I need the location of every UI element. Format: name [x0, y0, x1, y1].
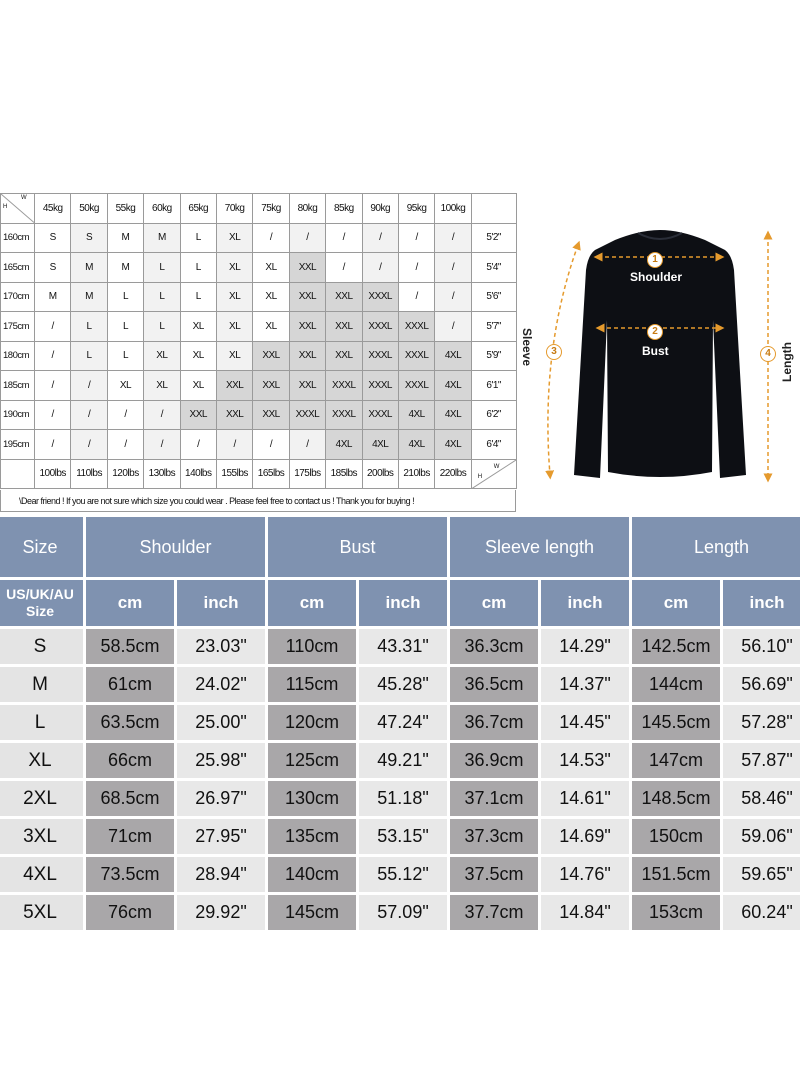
subheader-inch: inch	[359, 580, 447, 626]
grid-lbs-header: 100lbs	[35, 459, 71, 489]
grid-size-cell: /	[144, 430, 180, 460]
bust-in-cell: 51.18"	[359, 781, 447, 816]
grid-size-cell: /	[144, 400, 180, 430]
grid-size-cell: 4XL	[435, 341, 471, 371]
grid-size-cell: XL	[180, 312, 216, 342]
grid-size-cell: /	[71, 400, 107, 430]
grid-lbs-header: 210lbs	[398, 459, 434, 489]
shoulder-cm-cell: 66cm	[86, 743, 174, 778]
shoulder-cm-cell: 73.5cm	[86, 857, 174, 892]
grid-lbs-header: 165lbs	[253, 459, 289, 489]
shoulder-cm-cell: 68.5cm	[86, 781, 174, 816]
grid-size-cell: XXL	[326, 282, 362, 312]
grid-size-cell: M	[107, 253, 143, 283]
grid-size-cell: XXXL	[326, 371, 362, 401]
grid-size-cell: XXXL	[362, 282, 398, 312]
grid-size-cell: /	[216, 430, 252, 460]
size-label: S	[0, 629, 83, 664]
grid-size-cell: XL	[216, 312, 252, 342]
marker-2: 2	[647, 324, 663, 340]
bust-in-cell: 55.12"	[359, 857, 447, 892]
grid-size-cell: /	[71, 430, 107, 460]
grid-size-cell: /	[435, 223, 471, 253]
length-in-cell: 60.24"	[723, 895, 800, 930]
length-in-cell: 59.06"	[723, 819, 800, 854]
grid-size-cell: XXL	[253, 341, 289, 371]
subheader-size: US/UK/AU Size	[0, 580, 83, 626]
grid-size-cell: XXL	[180, 400, 216, 430]
size-row	[0, 629, 800, 664]
grid-size-cell: /	[326, 223, 362, 253]
grid-corner	[1, 194, 35, 224]
grid-size-cell: XXXL	[362, 312, 398, 342]
grid-kg-header: 85kg	[326, 194, 362, 224]
grid-size-cell: /	[35, 371, 71, 401]
grid-size-cell: XXL	[326, 312, 362, 342]
size-row	[0, 819, 800, 854]
shoulder-in-cell: 27.95"	[177, 819, 265, 854]
grid-size-cell: /	[398, 223, 434, 253]
grid-size-cell: XXL	[253, 400, 289, 430]
shoulder-in-cell: 23.03"	[177, 629, 265, 664]
bust-in-cell: 49.21"	[359, 743, 447, 778]
grid-kg-header: 50kg	[71, 194, 107, 224]
length-cm-cell: 151.5cm	[632, 857, 720, 892]
grid-lbs-header: 120lbs	[107, 459, 143, 489]
size-label: L	[0, 705, 83, 740]
grid-row	[1, 400, 517, 430]
grid-height-cm: 170cm	[1, 282, 35, 312]
grid-size-cell: /	[326, 253, 362, 283]
grid-header-row	[1, 194, 517, 224]
header-length: Length	[632, 517, 800, 577]
bust-label: Bust	[642, 344, 669, 358]
grid-size-cell: S	[35, 223, 71, 253]
grid-size-cell: XXL	[253, 371, 289, 401]
grid-lbs-header: 185lbs	[326, 459, 362, 489]
grid-size-cell: XXL	[216, 371, 252, 401]
grid-height-ft: 5'4"	[471, 253, 516, 283]
grid-size-cell: L	[144, 282, 180, 312]
grid-corner-h: H	[477, 473, 482, 480]
grid-size-cell: XL	[216, 223, 252, 253]
grid-size-cell: XL	[144, 341, 180, 371]
sleeve-cm-cell: 37.5cm	[450, 857, 538, 892]
bust-cm-cell: 120cm	[268, 705, 356, 740]
subheader-cm: cm	[86, 580, 174, 626]
bust-cm-cell: 135cm	[268, 819, 356, 854]
bust-in-cell: 53.15"	[359, 819, 447, 854]
grid-size-cell: /	[71, 371, 107, 401]
sleeve-cm-cell: 36.5cm	[450, 667, 538, 702]
sleeve-in-cell: 14.53"	[541, 743, 629, 778]
grid-kg-header: 95kg	[398, 194, 434, 224]
grid-row	[1, 430, 517, 460]
grid-height-ft: 5'7"	[471, 312, 516, 342]
grid-size-cell: M	[71, 282, 107, 312]
grid-size-cell: L	[71, 341, 107, 371]
grid-corner-w: W	[493, 463, 499, 470]
length-label: Length	[780, 342, 794, 382]
header-bust: Bust	[268, 517, 447, 577]
grid-kg-header: 65kg	[180, 194, 216, 224]
grid-row	[1, 282, 517, 312]
grid-kg-header: 90kg	[362, 194, 398, 224]
grid-row	[1, 341, 517, 371]
subheader-cm: cm	[268, 580, 356, 626]
length-in-cell: 56.10"	[723, 629, 800, 664]
grid-lbs-header: 220lbs	[435, 459, 471, 489]
grid-corner-bottom	[471, 459, 516, 489]
grid-size-cell: XL	[253, 282, 289, 312]
grid-size-cell: M	[144, 223, 180, 253]
grid-size-cell: /	[107, 430, 143, 460]
shoulder-in-cell: 24.02"	[177, 667, 265, 702]
grid-height-cm: 190cm	[1, 400, 35, 430]
grid-height-cm: 180cm	[1, 341, 35, 371]
grid-size-cell: L	[180, 253, 216, 283]
size-label: XL	[0, 743, 83, 778]
length-cm-cell: 142.5cm	[632, 629, 720, 664]
bust-in-cell: 43.31"	[359, 629, 447, 664]
grid-size-cell: XXXL	[326, 400, 362, 430]
size-label: 4XL	[0, 857, 83, 892]
grid-size-cell: L	[144, 253, 180, 283]
grid-size-cell: S	[35, 253, 71, 283]
grid-size-cell: L	[107, 312, 143, 342]
length-in-cell: 56.69"	[723, 667, 800, 702]
grid-size-cell: /	[289, 430, 325, 460]
shoulder-cm-cell: 76cm	[86, 895, 174, 930]
subheader-inch: inch	[177, 580, 265, 626]
marker-4: 4	[760, 346, 776, 362]
grid-size-cell: /	[289, 223, 325, 253]
grid-height-ft: 5'9"	[471, 341, 516, 371]
grid-size-cell: XL	[216, 341, 252, 371]
grid-size-cell: XXXL	[398, 341, 434, 371]
grid-height-ft: 6'2"	[471, 400, 516, 430]
sleeve-in-cell: 14.76"	[541, 857, 629, 892]
grid-size-cell: XXXL	[362, 341, 398, 371]
grid-size-cell: XXXL	[398, 371, 434, 401]
bust-cm-cell: 130cm	[268, 781, 356, 816]
grid-lbs-header: 200lbs	[362, 459, 398, 489]
grid-corner-h: H	[3, 204, 7, 210]
size-chart-table	[0, 514, 800, 933]
grid-size-cell: M	[35, 282, 71, 312]
grid-height-ft: 5'2"	[471, 223, 516, 253]
grid-kg-header: 45kg	[35, 194, 71, 224]
grid-lbs-header: 175lbs	[289, 459, 325, 489]
grid-size-cell: XXXL	[289, 400, 325, 430]
grid-size-cell: XXXL	[398, 312, 434, 342]
grid-size-cell: /	[253, 223, 289, 253]
grid-size-cell: /	[180, 430, 216, 460]
size-label: 3XL	[0, 819, 83, 854]
bust-cm-cell: 115cm	[268, 667, 356, 702]
grid-row	[1, 312, 517, 342]
grid-size-cell: /	[107, 400, 143, 430]
grid-size-cell: XXL	[216, 400, 252, 430]
size-row	[0, 857, 800, 892]
size-row	[0, 667, 800, 702]
grid-size-cell: L	[180, 223, 216, 253]
length-in-cell: 57.28"	[723, 705, 800, 740]
length-cm-cell: 150cm	[632, 819, 720, 854]
header-sleeve: Sleeve length	[450, 517, 629, 577]
grid-size-cell: XXXL	[362, 371, 398, 401]
grid-kg-header: 80kg	[289, 194, 325, 224]
grid-size-cell: L	[71, 312, 107, 342]
length-in-cell: 59.65"	[723, 857, 800, 892]
grid-size-cell: XL	[216, 282, 252, 312]
grid-size-cell: L	[107, 282, 143, 312]
sleeve-cm-cell: 36.7cm	[450, 705, 538, 740]
sleeve-cm-cell: 37.7cm	[450, 895, 538, 930]
sleeve-in-cell: 14.61"	[541, 781, 629, 816]
bust-cm-cell: 145cm	[268, 895, 356, 930]
grid-kg-header: 70kg	[216, 194, 252, 224]
grid-size-cell: /	[435, 312, 471, 342]
bust-in-cell: 45.28"	[359, 667, 447, 702]
weight-height-grid	[0, 193, 516, 513]
shoulder-in-cell: 25.00"	[177, 705, 265, 740]
grid-row	[1, 223, 517, 253]
grid-size-cell: /	[253, 430, 289, 460]
grid-size-cell: 4XL	[326, 430, 362, 460]
size-row	[0, 781, 800, 816]
grid-kg-header: 100kg	[435, 194, 471, 224]
bust-cm-cell: 125cm	[268, 743, 356, 778]
grid-size-cell: L	[180, 282, 216, 312]
grid-size-cell: L	[107, 341, 143, 371]
grid-kg-header: 75kg	[253, 194, 289, 224]
shoulder-cm-cell: 61cm	[86, 667, 174, 702]
grid-height-ft: 5'6"	[471, 282, 516, 312]
grid-size-cell: XL	[180, 371, 216, 401]
shoulder-label: Shoulder	[630, 270, 683, 284]
grid-size-cell: /	[435, 253, 471, 283]
grid-size-cell: XL	[107, 371, 143, 401]
length-in-cell: 57.87"	[723, 743, 800, 778]
grid-blank	[1, 459, 35, 489]
grid-size-cell: XL	[180, 341, 216, 371]
length-cm-cell: 153cm	[632, 895, 720, 930]
grid-height-cm: 165cm	[1, 253, 35, 283]
sleeve-in-cell: 14.84"	[541, 895, 629, 930]
grid-height-cm: 160cm	[1, 223, 35, 253]
grid-size-cell: /	[435, 282, 471, 312]
grid-corner-w: W	[21, 195, 27, 201]
grid-lbs-header: 130lbs	[144, 459, 180, 489]
sleeve-in-cell: 14.29"	[541, 629, 629, 664]
grid-lbs-header: 155lbs	[216, 459, 252, 489]
sleeve-in-cell: 14.45"	[541, 705, 629, 740]
grid-size-cell: XXXL	[362, 400, 398, 430]
grid-size-cell: M	[107, 223, 143, 253]
grid-size-cell: /	[35, 430, 71, 460]
grid-height-ft: 6'1"	[471, 371, 516, 401]
sleeve-label: Sleeve	[520, 328, 534, 367]
grid-blank	[471, 194, 516, 224]
subheader-inch: inch	[723, 580, 800, 626]
grid-lbs-row	[1, 459, 517, 489]
shoulder-cm-cell: 71cm	[86, 819, 174, 854]
grid-size-cell: XL	[253, 253, 289, 283]
grid-size-cell: 4XL	[435, 430, 471, 460]
sleeve-in-cell: 14.69"	[541, 819, 629, 854]
grid-size-cell: XXL	[289, 312, 325, 342]
grid-size-cell: XL	[144, 371, 180, 401]
shoulder-cm-cell: 58.5cm	[86, 629, 174, 664]
bust-cm-cell: 140cm	[268, 857, 356, 892]
length-cm-cell: 144cm	[632, 667, 720, 702]
size-row	[0, 743, 800, 778]
shoulder-in-cell: 25.98"	[177, 743, 265, 778]
grid-size-cell: 4XL	[435, 400, 471, 430]
length-in-cell: 58.46"	[723, 781, 800, 816]
sleeve-in-cell: 14.37"	[541, 667, 629, 702]
length-cm-cell: 145.5cm	[632, 705, 720, 740]
grid-size-cell: /	[35, 312, 71, 342]
header-size: Size	[0, 517, 83, 577]
grid-kg-header: 55kg	[107, 194, 143, 224]
grid-size-cell: 4XL	[398, 400, 434, 430]
grid-size-cell: L	[144, 312, 180, 342]
shoulder-cm-cell: 63.5cm	[86, 705, 174, 740]
grid-size-cell: XXL	[289, 341, 325, 371]
sleeve-cm-cell: 37.3cm	[450, 819, 538, 854]
grid-size-cell: XXL	[289, 253, 325, 283]
grid-table	[0, 193, 517, 489]
marker-3: 3	[546, 344, 562, 360]
grid-height-cm: 175cm	[1, 312, 35, 342]
bust-in-cell: 47.24"	[359, 705, 447, 740]
shoulder-in-cell: 29.92"	[177, 895, 265, 930]
grid-size-cell: /	[362, 253, 398, 283]
subheader-cm: cm	[632, 580, 720, 626]
grid-size-cell: XXL	[289, 282, 325, 312]
header-shoulder: Shoulder	[86, 517, 265, 577]
grid-size-cell: 4XL	[398, 430, 434, 460]
subheader-cm: cm	[450, 580, 538, 626]
sleeve-arrow	[548, 245, 578, 475]
grid-size-cell: S	[71, 223, 107, 253]
marker-1: 1	[647, 252, 663, 268]
grid-size-cell: /	[362, 223, 398, 253]
grid-size-cell: /	[35, 400, 71, 430]
grid-height-cm: 185cm	[1, 371, 35, 401]
sleeve-cm-cell: 36.9cm	[450, 743, 538, 778]
grid-size-cell: XL	[253, 312, 289, 342]
grid-size-cell: M	[71, 253, 107, 283]
sweater-diagram	[520, 200, 800, 500]
grid-lbs-header: 140lbs	[180, 459, 216, 489]
grid-height-cm: 195cm	[1, 430, 35, 460]
size-row	[0, 705, 800, 740]
grid-size-cell: XXL	[326, 341, 362, 371]
grid-height-ft: 6'4"	[471, 430, 516, 460]
size-chart	[0, 514, 800, 933]
subheader-inch: inch	[541, 580, 629, 626]
grid-size-cell: 4XL	[362, 430, 398, 460]
size-row	[0, 895, 800, 930]
size-label: 2XL	[0, 781, 83, 816]
grid-size-cell: /	[398, 253, 434, 283]
shoulder-in-cell: 26.97"	[177, 781, 265, 816]
grid-size-cell: XL	[216, 253, 252, 283]
size-label: 5XL	[0, 895, 83, 930]
size-label: M	[0, 667, 83, 702]
grid-row	[1, 371, 517, 401]
grid-size-cell: XXL	[289, 371, 325, 401]
shoulder-in-cell: 28.94"	[177, 857, 265, 892]
length-cm-cell: 147cm	[632, 743, 720, 778]
sleeve-cm-cell: 36.3cm	[450, 629, 538, 664]
grid-notice: \Dear friend ! If you are not sure which size you could wear . Please feel free to contact us ! Thank you for buying !	[0, 490, 516, 512]
grid-row	[1, 253, 517, 283]
grid-lbs-header: 110lbs	[71, 459, 107, 489]
bust-in-cell: 57.09"	[359, 895, 447, 930]
grid-kg-header: 60kg	[144, 194, 180, 224]
grid-size-cell: /	[398, 282, 434, 312]
grid-size-cell: /	[35, 341, 71, 371]
length-cm-cell: 148.5cm	[632, 781, 720, 816]
bust-cm-cell: 110cm	[268, 629, 356, 664]
grid-size-cell: 4XL	[435, 371, 471, 401]
sleeve-cm-cell: 37.1cm	[450, 781, 538, 816]
